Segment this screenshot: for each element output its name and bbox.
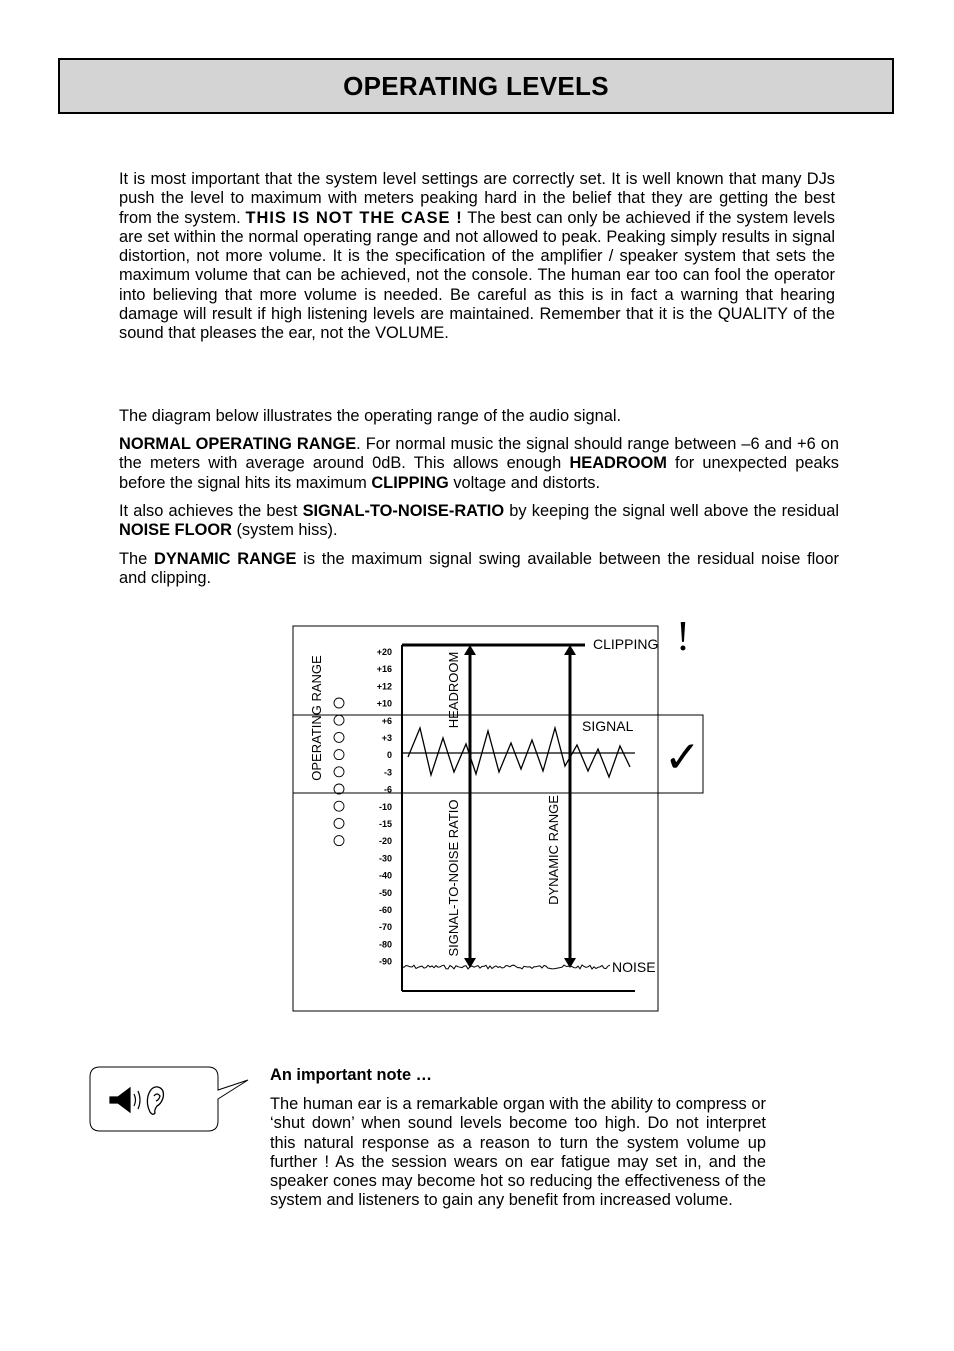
meter-scale-label: 0 xyxy=(386,750,392,761)
dynamic-text-b: is the maximum signal swing available between the residual noise floor and clipping. xyxy=(119,550,839,588)
normal-range-term: NORMAL OPERATING RANGE xyxy=(119,435,357,453)
operating-range-label: OPERATING RANGE xyxy=(309,655,324,781)
meter-scale-label: +10 xyxy=(376,698,392,709)
noise-floor-line xyxy=(402,965,610,969)
meter-led xyxy=(334,698,344,708)
meter-led xyxy=(334,836,344,846)
megaphone-icon xyxy=(110,1088,140,1112)
snr-text-c: (system hiss). xyxy=(231,521,338,540)
normal-range-paragraph xyxy=(119,435,839,493)
page-title-box xyxy=(58,58,894,114)
dynamic-term: DYNAMIC RANGE xyxy=(154,550,297,568)
diagram-intro: The diagram below illustrates the operating range of the audio signal. xyxy=(119,407,622,425)
intro-text-a: It is most important that the system level settings are correctly set. It is well known that many DJs push the level to maximum with meters peaking hard in the belief that they are getting the best from the system. xyxy=(119,170,835,227)
meter-led xyxy=(334,750,344,760)
meter-scale-label: -3 xyxy=(383,767,392,778)
meter-scale-label: -40 xyxy=(378,870,392,881)
normal-range-text-c: voltage and distorts. xyxy=(448,473,601,492)
diagram-frame xyxy=(293,626,658,1011)
intro-text-b: The best can only be achieved if the system levels are set within the normal operating range and not allowed to peak. Peaking simply results in signal distortion, not more volume. It is the specification of the amplifier / speaker system that sets the maximum volume that can be achieved, not the console. The human ear too can fool the operator into believing that more volume is needed. Be careful as this is in fact a warning that hearing damage will result if high listening levels are maintained. Remember that it is the QUALITY of the sound that pleases the ear, not the VOLUME. xyxy=(119,208,835,343)
intro-paragraph xyxy=(119,170,835,344)
clipping-term: CLIPPING xyxy=(371,473,449,492)
meter-led xyxy=(334,732,344,742)
noise-floor-term: NOISE FLOOR xyxy=(119,521,232,540)
clipping-label: CLIPPING xyxy=(593,636,659,652)
warning-mark: ! xyxy=(676,614,690,660)
meter-led xyxy=(334,715,344,725)
meter-scale-label: +3 xyxy=(381,733,392,743)
meter-scale-label: +6 xyxy=(381,715,392,726)
normal-range-text-b: for unexpected peaks before the signal hits its maximum xyxy=(119,454,839,492)
meter-scale-label: -30 xyxy=(378,853,392,864)
note-body: The human ear is a remarkable organ with the ability to compress or ‘shut down’ when sound levels become too high. Do not interpret this natural response as a reason to turn the system volume up further ! As the session wears on ear fatigue may set in, and the speaker cones may become hot so reducing the effectiveness of the system and listeners to gain any benefit from increased volume. xyxy=(270,1095,766,1210)
meter-leds xyxy=(334,698,344,846)
meter-scale-label: -10 xyxy=(378,801,392,812)
meter-scale-label: -15 xyxy=(378,819,392,829)
ear-icon xyxy=(147,1087,163,1114)
note-heading: An important note … xyxy=(270,1066,433,1084)
headroom-term: HEADROOM xyxy=(569,454,667,473)
meter-led xyxy=(334,784,344,794)
meter-scale-label: -6 xyxy=(383,784,392,795)
meter-scale-label: -90 xyxy=(378,956,392,967)
signal-label: SIGNAL xyxy=(582,718,634,734)
normal-range-text-a: . For normal music the signal should range between –6 and +6 on the meters with average around 0dB. This allows enough xyxy=(119,435,839,473)
snr-label: SIGNAL-TO-NOISE RATIO xyxy=(446,799,461,957)
meter-scale-label: -60 xyxy=(378,905,392,915)
check-mark: ✓ xyxy=(664,732,701,783)
meter-scale-label: -50 xyxy=(378,887,392,898)
snr-text-a: It also achieves the best xyxy=(119,502,303,520)
dynamic-range-label: DYNAMIC RANGE xyxy=(546,795,561,905)
intro-emphasis: THIS IS NOT THE CASE ! xyxy=(245,208,463,227)
meter-led xyxy=(334,767,344,777)
snr-text-b: by keeping the signal well above the residual xyxy=(504,502,839,520)
meter-scale-label: -70 xyxy=(378,922,392,933)
headroom-label: HEADROOM xyxy=(446,651,461,729)
snr-term: SIGNAL-TO-NOISE-RATIO xyxy=(302,502,505,520)
snr-paragraph xyxy=(119,502,839,541)
dynamic-text-a: The xyxy=(119,550,154,568)
meter-scale xyxy=(377,647,392,967)
note-speech-bubble xyxy=(90,1067,248,1131)
meter-scale-label: -20 xyxy=(378,836,392,847)
page-title: OPERATING LEVELS xyxy=(343,70,609,101)
meter-scale-label: -80 xyxy=(378,939,392,950)
operating-range-band xyxy=(293,715,703,793)
meter-scale-label: +16 xyxy=(376,664,392,675)
meter-led xyxy=(334,818,344,828)
dynamic-paragraph xyxy=(119,550,839,589)
meter-scale-label: +20 xyxy=(376,647,392,657)
noise-label: NOISE xyxy=(612,959,656,975)
signal-waveform xyxy=(408,728,630,777)
meter-scale-label: +12 xyxy=(376,681,392,692)
meter-led xyxy=(334,801,344,811)
